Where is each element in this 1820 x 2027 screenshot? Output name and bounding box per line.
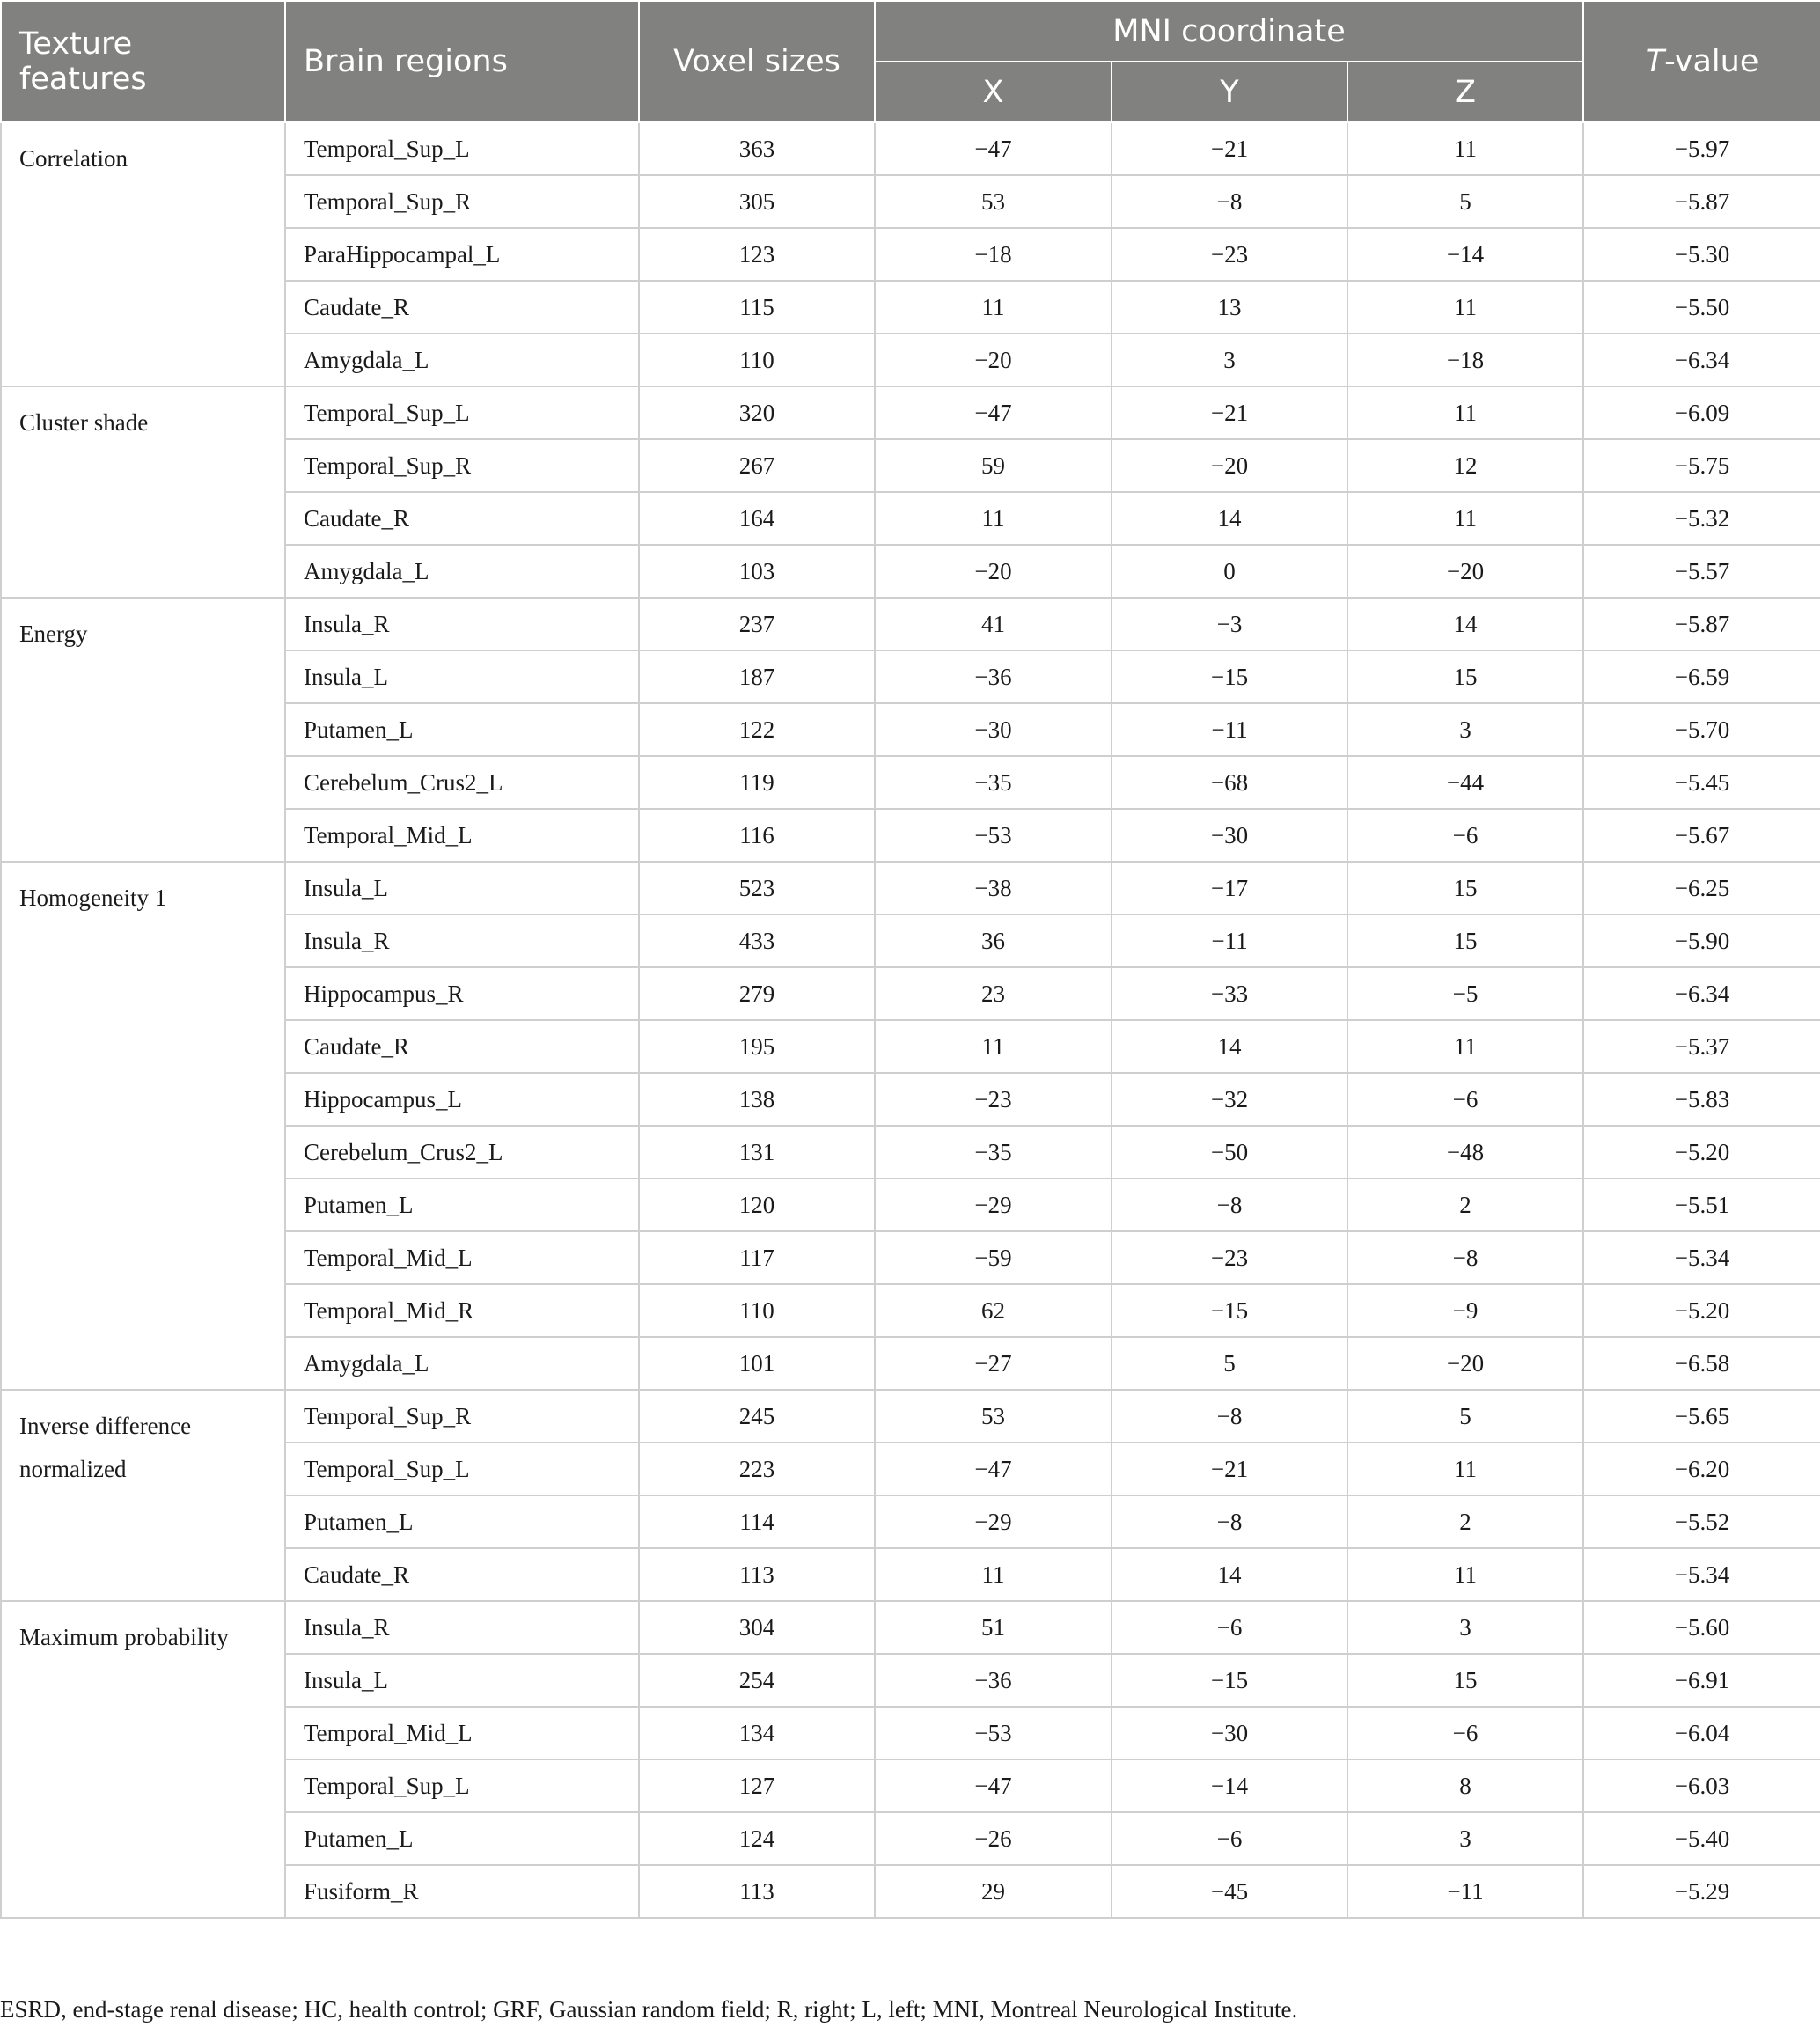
mni-z-cell: 3 — [1347, 1601, 1583, 1654]
mni-x-cell: −36 — [875, 1654, 1112, 1707]
mni-z-cell: 15 — [1347, 862, 1583, 914]
mni-x-cell: −23 — [875, 1073, 1112, 1126]
brain-region-cell: Putamen_L — [285, 1179, 639, 1231]
mni-x-cell: −18 — [875, 228, 1112, 281]
brain-region-cell: Temporal_Mid_L — [285, 809, 639, 862]
mni-y-cell: −15 — [1112, 1654, 1347, 1707]
voxel-size-cell: 267 — [639, 439, 875, 492]
voxel-size-cell: 114 — [639, 1495, 875, 1548]
brain-region-cell: Caudate_R — [285, 1548, 639, 1601]
t-value-cell: −5.52 — [1583, 1495, 1820, 1548]
brain-region-cell: Caudate_R — [285, 281, 639, 334]
t-value-cell: −6.58 — [1583, 1337, 1820, 1390]
mni-z-cell: 11 — [1347, 281, 1583, 334]
mni-x-cell: 51 — [875, 1601, 1112, 1654]
mni-z-cell: −14 — [1347, 228, 1583, 281]
mni-z-cell: 15 — [1347, 1654, 1583, 1707]
mni-z-cell: −11 — [1347, 1865, 1583, 1918]
table-footnote: ESRD, end-stage renal disease; HC, health control; GRF, Gaussian random field; R, right; L, left; MNI, Montreal Neurological Institute. — [0, 1996, 1298, 2023]
brain-region-cell: Caudate_R — [285, 1020, 639, 1073]
voxel-size-cell: 279 — [639, 967, 875, 1020]
mni-y-cell: −21 — [1112, 386, 1347, 439]
mni-y-cell: 3 — [1112, 334, 1347, 386]
mni-z-cell: 11 — [1347, 122, 1583, 175]
mni-z-cell: −6 — [1347, 1707, 1583, 1759]
t-value-cell: −5.97 — [1583, 122, 1820, 175]
t-value-cell: −5.29 — [1583, 1865, 1820, 1918]
header-mni-coordinate: MNI coordinate — [875, 1, 1583, 62]
texture-feature-cell: Inverse difference normalized — [1, 1390, 285, 1601]
brain-region-cell: Amygdala_L — [285, 334, 639, 386]
t-value-cell: −6.34 — [1583, 967, 1820, 1020]
header-t-value-suffix: -value — [1664, 44, 1759, 79]
t-value-cell: −6.20 — [1583, 1443, 1820, 1495]
voxel-size-cell: 138 — [639, 1073, 875, 1126]
mni-z-cell: −18 — [1347, 334, 1583, 386]
voxel-size-cell: 305 — [639, 175, 875, 228]
mni-y-cell: −8 — [1112, 1390, 1347, 1443]
table-row — [1, 1601, 1820, 1654]
brain-region-cell: Temporal_Sup_L — [285, 386, 639, 439]
brain-region-cell: Insula_L — [285, 1654, 639, 1707]
t-value-cell: −5.20 — [1583, 1284, 1820, 1337]
t-value-cell: −5.32 — [1583, 492, 1820, 545]
mni-x-cell: 11 — [875, 492, 1112, 545]
mni-z-cell: 3 — [1347, 703, 1583, 756]
t-value-cell: −5.30 — [1583, 228, 1820, 281]
mni-x-cell: 53 — [875, 1390, 1112, 1443]
brain-region-cell: Putamen_L — [285, 1495, 639, 1548]
voxel-size-cell: 254 — [639, 1654, 875, 1707]
mni-y-cell: −3 — [1112, 598, 1347, 650]
voxel-size-cell: 433 — [639, 914, 875, 967]
mni-y-cell: −14 — [1112, 1759, 1347, 1812]
mni-z-cell: 3 — [1347, 1812, 1583, 1865]
t-value-cell: −5.87 — [1583, 175, 1820, 228]
brain-region-cell: Insula_R — [285, 914, 639, 967]
voxel-size-cell: 110 — [639, 1284, 875, 1337]
brain-region-cell: Insula_R — [285, 1601, 639, 1654]
mni-x-cell: −35 — [875, 756, 1112, 809]
voxel-size-cell: 101 — [639, 1337, 875, 1390]
voxel-size-cell: 223 — [639, 1443, 875, 1495]
texture-feature-cell: Homogeneity 1 — [1, 862, 285, 1390]
voxel-size-cell: 122 — [639, 703, 875, 756]
mni-z-cell: 2 — [1347, 1179, 1583, 1231]
voxel-size-cell: 123 — [639, 228, 875, 281]
mni-y-cell: −8 — [1112, 1179, 1347, 1231]
mni-z-cell: 14 — [1347, 598, 1583, 650]
t-value-cell: −6.34 — [1583, 334, 1820, 386]
brain-region-cell: Temporal_Sup_L — [285, 122, 639, 175]
voxel-size-cell: 320 — [639, 386, 875, 439]
brain-region-cell: Caudate_R — [285, 492, 639, 545]
mni-y-cell: −17 — [1112, 862, 1347, 914]
mni-z-cell: −6 — [1347, 809, 1583, 862]
voxel-size-cell: 117 — [639, 1231, 875, 1284]
mni-y-cell: −50 — [1112, 1126, 1347, 1179]
brain-region-cell: Temporal_Sup_R — [285, 439, 639, 492]
voxel-size-cell: 523 — [639, 862, 875, 914]
voxel-size-cell: 187 — [639, 650, 875, 703]
texture-feature-cell: Cluster shade — [1, 386, 285, 598]
mni-z-cell: −20 — [1347, 545, 1583, 598]
brain-region-cell: Temporal_Sup_L — [285, 1443, 639, 1495]
t-value-cell: −6.59 — [1583, 650, 1820, 703]
voxel-size-cell: 116 — [639, 809, 875, 862]
table-row — [1, 386, 1820, 439]
t-value-cell: −5.40 — [1583, 1812, 1820, 1865]
mni-y-cell: 14 — [1112, 492, 1347, 545]
mni-x-cell: 53 — [875, 175, 1112, 228]
brain-region-cell: Amygdala_L — [285, 1337, 639, 1390]
t-value-cell: −5.45 — [1583, 756, 1820, 809]
mni-x-cell: −53 — [875, 1707, 1112, 1759]
t-value-cell: −6.25 — [1583, 862, 1820, 914]
table-row — [1, 862, 1820, 914]
mni-x-cell: −27 — [875, 1337, 1112, 1390]
mni-x-cell: −20 — [875, 334, 1112, 386]
header-z: Z — [1347, 62, 1583, 122]
header-y: Y — [1112, 62, 1347, 122]
mni-z-cell: −5 — [1347, 967, 1583, 1020]
mni-z-cell: 11 — [1347, 1443, 1583, 1495]
mni-x-cell: −47 — [875, 1759, 1112, 1812]
mni-x-cell: −20 — [875, 545, 1112, 598]
mni-x-cell: −38 — [875, 862, 1112, 914]
mni-x-cell: −47 — [875, 386, 1112, 439]
t-value-cell: −5.51 — [1583, 1179, 1820, 1231]
brain-region-cell: Putamen_L — [285, 703, 639, 756]
mni-y-cell: −8 — [1112, 175, 1347, 228]
header-x: X — [875, 62, 1112, 122]
mni-y-cell: −45 — [1112, 1865, 1347, 1918]
mni-x-cell: 11 — [875, 281, 1112, 334]
brain-region-cell: Temporal_Mid_L — [285, 1231, 639, 1284]
voxel-size-cell: 103 — [639, 545, 875, 598]
voxel-size-cell: 245 — [639, 1390, 875, 1443]
t-value-cell: −5.34 — [1583, 1548, 1820, 1601]
mni-y-cell: −68 — [1112, 756, 1347, 809]
t-value-cell: −5.75 — [1583, 439, 1820, 492]
mni-y-cell: −33 — [1112, 967, 1347, 1020]
mni-x-cell: 11 — [875, 1548, 1112, 1601]
header-t-value — [1583, 1, 1820, 122]
mni-y-cell: −15 — [1112, 1284, 1347, 1337]
mni-y-cell: −6 — [1112, 1812, 1347, 1865]
voxel-size-cell: 195 — [639, 1020, 875, 1073]
mni-y-cell: −21 — [1112, 1443, 1347, 1495]
table-body — [1, 122, 1820, 1918]
table-header — [1, 1, 1820, 122]
mni-x-cell: −59 — [875, 1231, 1112, 1284]
voxel-size-cell: 363 — [639, 122, 875, 175]
mni-y-cell: 13 — [1112, 281, 1347, 334]
mni-x-cell: −47 — [875, 122, 1112, 175]
mni-y-cell: −6 — [1112, 1601, 1347, 1654]
voxel-size-cell: 304 — [639, 1601, 875, 1654]
table-row — [1, 598, 1820, 650]
t-value-cell: −6.04 — [1583, 1707, 1820, 1759]
mni-z-cell: 5 — [1347, 175, 1583, 228]
brain-region-cell: Insula_R — [285, 598, 639, 650]
mni-y-cell: −11 — [1112, 703, 1347, 756]
mni-y-cell: 14 — [1112, 1020, 1347, 1073]
t-value-cell: −5.67 — [1583, 809, 1820, 862]
header-texture-features: Texture features — [1, 1, 285, 122]
voxel-size-cell: 127 — [639, 1759, 875, 1812]
brain-region-cell: Temporal_Mid_R — [285, 1284, 639, 1337]
mni-z-cell: 11 — [1347, 1020, 1583, 1073]
mni-x-cell: −35 — [875, 1126, 1112, 1179]
brain-region-cell: Insula_L — [285, 862, 639, 914]
mni-z-cell: 8 — [1347, 1759, 1583, 1812]
mni-z-cell: 11 — [1347, 492, 1583, 545]
mni-z-cell: 12 — [1347, 439, 1583, 492]
mni-y-cell: −32 — [1112, 1073, 1347, 1126]
voxel-size-cell: 124 — [639, 1812, 875, 1865]
mni-y-cell: −8 — [1112, 1495, 1347, 1548]
mni-y-cell: 0 — [1112, 545, 1347, 598]
mni-x-cell: 41 — [875, 598, 1112, 650]
mni-z-cell: −9 — [1347, 1284, 1583, 1337]
brain-region-cell: Hippocampus_L — [285, 1073, 639, 1126]
brain-region-cell: Fusiform_R — [285, 1865, 639, 1918]
texture-feature-cell: Maximum probability — [1, 1601, 285, 1918]
mni-x-cell: 29 — [875, 1865, 1112, 1918]
t-value-cell: −5.87 — [1583, 598, 1820, 650]
brain-region-cell: Cerebelum_Crus2_L — [285, 756, 639, 809]
voxel-size-cell: 164 — [639, 492, 875, 545]
texture-feature-cell: Correlation — [1, 122, 285, 386]
brain-region-cell: Amygdala_L — [285, 545, 639, 598]
t-value-cell: −5.37 — [1583, 1020, 1820, 1073]
mni-y-cell: −11 — [1112, 914, 1347, 967]
brain-region-cell: ParaHippocampal_L — [285, 228, 639, 281]
brain-region-cell: Temporal_Sup_R — [285, 175, 639, 228]
mni-y-cell: −23 — [1112, 1231, 1347, 1284]
voxel-size-cell: 237 — [639, 598, 875, 650]
brain-region-cell: Temporal_Sup_L — [285, 1759, 639, 1812]
t-value-cell: −6.03 — [1583, 1759, 1820, 1812]
mni-z-cell: −6 — [1347, 1073, 1583, 1126]
t-value-cell: −5.83 — [1583, 1073, 1820, 1126]
mni-y-cell: −15 — [1112, 650, 1347, 703]
mni-x-cell: 36 — [875, 914, 1112, 967]
mni-y-cell: 5 — [1112, 1337, 1347, 1390]
header-voxel-sizes: Voxel sizes — [639, 1, 875, 122]
t-value-cell: −5.65 — [1583, 1390, 1820, 1443]
voxel-size-cell: 119 — [639, 756, 875, 809]
voxel-size-cell: 113 — [639, 1548, 875, 1601]
header-brain-regions: Brain regions — [285, 1, 639, 122]
t-value-cell: −5.50 — [1583, 281, 1820, 334]
mni-y-cell: 14 — [1112, 1548, 1347, 1601]
voxel-size-cell: 134 — [639, 1707, 875, 1759]
mni-z-cell: 15 — [1347, 914, 1583, 967]
mni-z-cell: 5 — [1347, 1390, 1583, 1443]
mni-z-cell: 11 — [1347, 1548, 1583, 1601]
voxel-size-cell: 113 — [639, 1865, 875, 1918]
table-row — [1, 122, 1820, 175]
voxel-size-cell: 131 — [639, 1126, 875, 1179]
t-value-cell: −5.34 — [1583, 1231, 1820, 1284]
brain-region-cell: Hippocampus_R — [285, 967, 639, 1020]
mni-y-cell: −23 — [1112, 228, 1347, 281]
mni-z-cell: 11 — [1347, 386, 1583, 439]
mni-x-cell: −47 — [875, 1443, 1112, 1495]
voxel-size-cell: 120 — [639, 1179, 875, 1231]
mni-z-cell: −44 — [1347, 756, 1583, 809]
t-value-cell: −5.20 — [1583, 1126, 1820, 1179]
mni-x-cell: −29 — [875, 1179, 1112, 1231]
mni-z-cell: −20 — [1347, 1337, 1583, 1390]
brain-region-cell: Cerebelum_Crus2_L — [285, 1126, 639, 1179]
texture-feature-cell: Energy — [1, 598, 285, 862]
t-value-cell: −5.70 — [1583, 703, 1820, 756]
brain-region-cell: Temporal_Sup_R — [285, 1390, 639, 1443]
brain-region-cell: Insula_L — [285, 650, 639, 703]
mni-z-cell: −8 — [1347, 1231, 1583, 1284]
brain-region-cell: Putamen_L — [285, 1812, 639, 1865]
t-value-cell: −5.57 — [1583, 545, 1820, 598]
mni-x-cell: −30 — [875, 703, 1112, 756]
mni-z-cell: 2 — [1347, 1495, 1583, 1548]
voxel-size-cell: 110 — [639, 334, 875, 386]
mni-x-cell: −26 — [875, 1812, 1112, 1865]
t-value-cell: −5.60 — [1583, 1601, 1820, 1654]
brain-region-cell: Temporal_Mid_L — [285, 1707, 639, 1759]
mni-z-cell: −48 — [1347, 1126, 1583, 1179]
mni-y-cell: −30 — [1112, 809, 1347, 862]
mni-y-cell: −21 — [1112, 122, 1347, 175]
mni-x-cell: 23 — [875, 967, 1112, 1020]
mni-y-cell: −30 — [1112, 1707, 1347, 1759]
header-t-value-prefix: T — [1645, 44, 1665, 79]
mni-x-cell: 59 — [875, 439, 1112, 492]
mni-x-cell: −53 — [875, 809, 1112, 862]
mni-x-cell: −29 — [875, 1495, 1112, 1548]
mni-x-cell: −36 — [875, 650, 1112, 703]
table-row — [1, 1390, 1820, 1443]
mni-z-cell: 15 — [1347, 650, 1583, 703]
mni-y-cell: −20 — [1112, 439, 1347, 492]
mni-x-cell: 11 — [875, 1020, 1112, 1073]
mni-x-cell: 62 — [875, 1284, 1112, 1337]
t-value-cell: −5.90 — [1583, 914, 1820, 967]
t-value-cell: −6.91 — [1583, 1654, 1820, 1707]
t-value-cell: −6.09 — [1583, 386, 1820, 439]
voxel-size-cell: 115 — [639, 281, 875, 334]
